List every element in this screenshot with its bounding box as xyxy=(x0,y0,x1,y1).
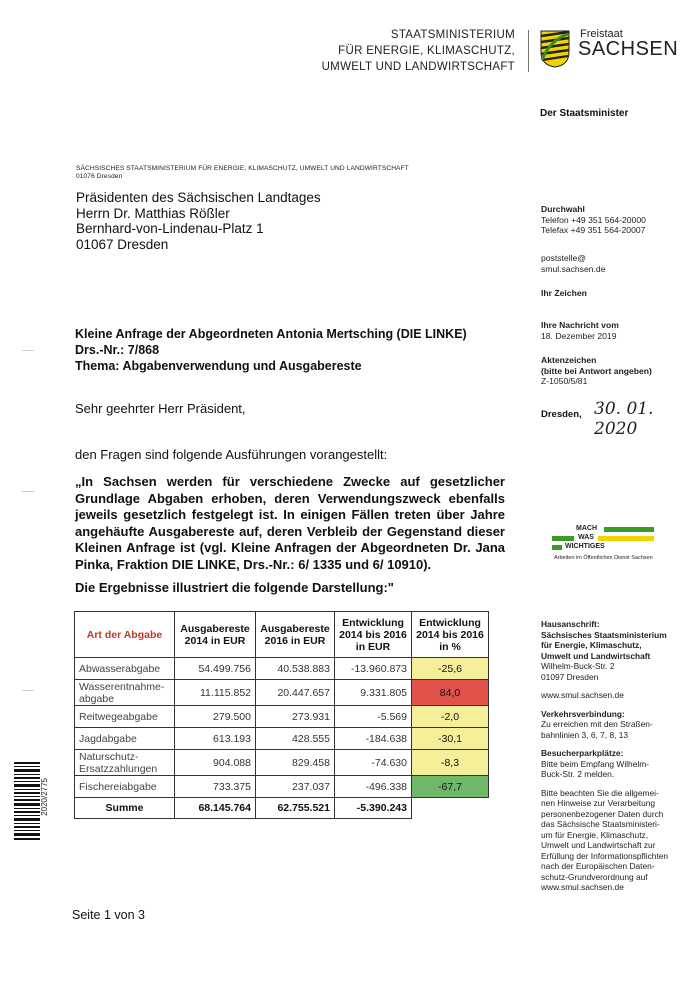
sidebar-ihre-nachricht: Ihre Nachricht vom 18. Dezember 2019 xyxy=(541,320,619,341)
sum-cell-b: 62.755.521 xyxy=(256,798,335,819)
page-number: Seite 1 von 3 xyxy=(72,908,145,922)
date-label: Dresden, xyxy=(541,409,582,420)
table-cell-d: -67,7 xyxy=(412,776,489,798)
table-row xyxy=(75,706,489,728)
table-cell-b: 428.555 xyxy=(256,728,335,750)
fold-mark xyxy=(22,491,34,492)
barcode-icon xyxy=(14,762,40,842)
fold-mark xyxy=(22,690,34,691)
col-header-diff: Entwicklung 2014 bis 2016 in EUR xyxy=(335,612,412,658)
table-cell-a: 279.500 xyxy=(175,706,256,728)
table-sum-row xyxy=(75,798,489,819)
table-cell-d: -2,0 xyxy=(412,706,489,728)
levies-table xyxy=(74,611,489,819)
table-cell-name: Fischereiabgabe xyxy=(75,776,175,798)
table-cell-d: -30,1 xyxy=(412,728,489,750)
sum-cell-name: Summe xyxy=(75,798,175,819)
table-cell-c: 9.331.805 xyxy=(335,680,412,706)
coat-of-arms-icon xyxy=(540,30,570,68)
sidebar-ihr-zeichen: Ihr Zeichen xyxy=(541,288,587,298)
table-cell-b: 237.037 xyxy=(256,776,335,798)
table-cell-c: -13.960.873 xyxy=(335,658,412,680)
mach-was-wichtiges-logo: MACH WAS WICHTIGES Arbeiten im Öffentlichen Dienst Sachsen xyxy=(554,525,653,561)
minister-title: Der Staatsminister xyxy=(540,108,629,119)
table-row xyxy=(75,728,489,750)
quote-paragraph: „In Sachsen werden für verschiedene Zwecke auf gesetzlicher Grundlage Abgaben erhoben, deren Verwendungszweck ebenfalls jeweils gesetzlich festgelegt ist. In einigen Fällen treten über Jahre angehäufte Ausgabereste auf, deren Verbleib der Gegenstand dieser Kleinen Anfrage ist (vgl. Kleine Anfragen der Abgeordneten Dr. Jana Pinka, Fraktion DIE LINKE, Drs.-Nr.: 6/ 1335 und 6/ 10910). xyxy=(75,474,505,572)
barcode-number: 2020/2775 xyxy=(40,778,49,816)
table-cell-a: 54.499.756 xyxy=(175,658,256,680)
results-intro: Die Ergebnisse illustriert die folgende Darstellung:" xyxy=(75,580,394,595)
table-cell-c: -496.338 xyxy=(335,776,412,798)
logo-freistaat-text: Freistaat xyxy=(580,28,623,40)
table-cell-a: 904.088 xyxy=(175,750,256,776)
ministry-name: STAATSMINISTERIUM FÜR ENERGIE, KLIMASCHUTZ, UMWELT UND LANDWIRTSCHAFT xyxy=(321,29,515,73)
table-cell-c: -74.630 xyxy=(335,750,412,776)
table-cell-b: 20.447.657 xyxy=(256,680,335,706)
table-cell-a: 11.115.852 xyxy=(175,680,256,706)
table-cell-b: 829.458 xyxy=(256,750,335,776)
table-cell-name: Wasserentnahme-abgabe xyxy=(75,680,175,706)
col-header-2016: Ausgabereste 2016 in EUR xyxy=(256,612,335,658)
table-cell-name: Reitwegeabgabe xyxy=(75,706,175,728)
col-header-2014: Ausgabereste 2014 in EUR xyxy=(175,612,256,658)
table-cell-b: 40.538.883 xyxy=(256,658,335,680)
table-row xyxy=(75,750,489,776)
table-cell-name: Abwasserabgabe xyxy=(75,658,175,680)
address-info: Hausanschrift: Sächsisches Staatsministerium für Energie, Klimaschutz, Umwelt und Landwirtschaft Wilhelm-Buck-Str. 2 01097 Dresden www.smul.sachsen.de Verkehrsverbindung: Zu erreichen mit den Straßen- bahnlinien 3, 6, 7, 8, 13 Besucherparkplätze: Bitte beim Empfang Wilhelm- Buck-Str. 2 melden. Bitte beachten Sie die allgemei- nen Hinweise zur Verarbeitung personenbezogener Daten durch das Sächsische Staatsministeri- um für Energie, Klimaschutz, Umwelt und Landwirtschaft zur Erfüllung der Informationspflichten nach der Europäischen Daten- schutz-Grundverordnung auf www.smul.sachsen.de xyxy=(541,619,669,892)
sender-line: SÄCHSISCHES STAATSMINISTERIUM FÜR ENERGIE, KLIMASCHUTZ, UMWELT UND LANDWIRTSCHAFT 01076 Dresden xyxy=(76,165,409,180)
sidebar-email: poststelle@ smul.sachsen.de xyxy=(541,253,606,274)
col-header-name: Art der Abgabe xyxy=(75,612,175,658)
col-header-pct: Entwicklung 2014 bis 2016 in % xyxy=(412,612,489,658)
sidebar-aktenzeichen: Aktenzeichen (bitte bei Antwort angeben) Z-1050/5/81 xyxy=(541,355,652,387)
table-cell-c: -184.638 xyxy=(335,728,412,750)
table-cell-a: 733.375 xyxy=(175,776,256,798)
table-row xyxy=(75,776,489,798)
table-cell-d: -8,3 xyxy=(412,750,489,776)
sum-cell-a: 68.145.764 xyxy=(175,798,256,819)
table-cell-a: 613.193 xyxy=(175,728,256,750)
table-row xyxy=(75,680,489,706)
fold-mark xyxy=(22,350,34,351)
salutation: Sehr geehrter Herr Präsident, xyxy=(75,401,246,416)
recipient-address: Präsidenten des Sächsischen Landtages Herrn Dr. Matthias Rößler Bernhard-von-Lindenau-Platz 1 01067 Dresden xyxy=(76,190,321,252)
preface: den Fragen sind folgende Ausführungen vorangestellt: xyxy=(75,447,388,462)
table-cell-name: Naturschutz-Ersatzzahlungen xyxy=(75,750,175,776)
handwritten-date: 30. 01. 2020 xyxy=(594,399,654,439)
logo-sachsen-text: SACHSEN xyxy=(578,38,679,60)
table-cell-c: -5.569 xyxy=(335,706,412,728)
header-divider xyxy=(528,30,529,72)
table-cell-b: 273.931 xyxy=(256,706,335,728)
sidebar-contact: Durchwahl Telefon +49 351 564-20000 Telefax +49 351 564-20007 xyxy=(541,204,646,236)
sum-cell-empty xyxy=(412,798,489,819)
table-cell-d: 84,0 xyxy=(412,680,489,706)
sum-cell-c: -5.390.243 xyxy=(335,798,412,819)
table-cell-name: Jagdabgabe xyxy=(75,728,175,750)
sachsen-logo xyxy=(540,28,680,74)
table-cell-d: -25,6 xyxy=(412,658,489,680)
subject: Kleine Anfrage der Abgeordneten Antonia Mertsching (DIE LINKE) Drs.-Nr.: 7/868 Thema: Abgabenverwendung und Ausgabereste xyxy=(75,327,467,373)
table-row xyxy=(75,658,489,680)
